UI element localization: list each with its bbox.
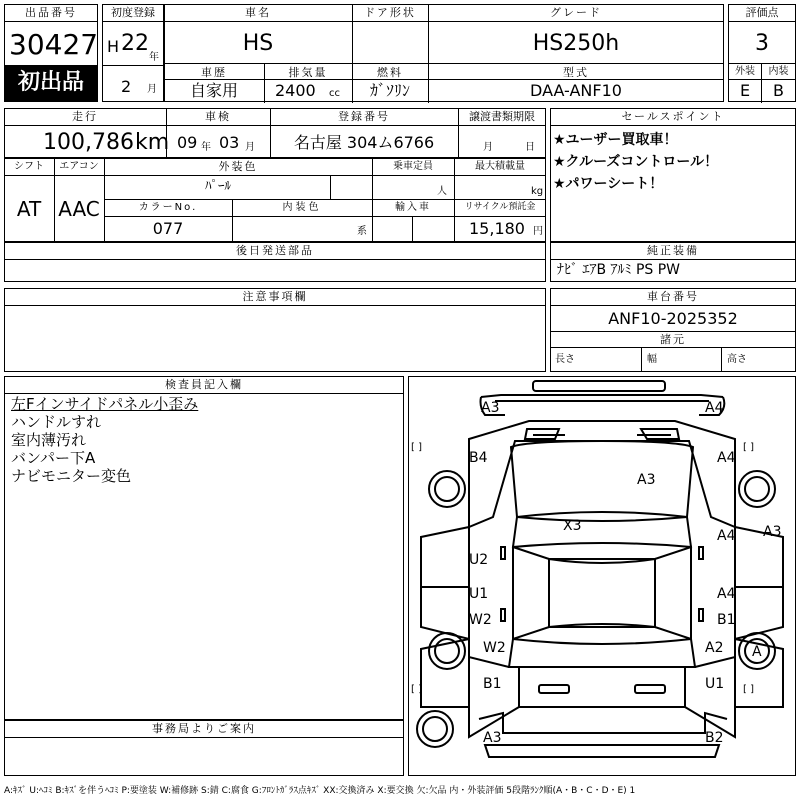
lot-label: 出品番号 <box>25 6 77 19</box>
mark-rear-fender-right: A2 <box>705 640 724 656</box>
car-diagram-box <box>408 376 796 776</box>
chassis-value: ANF10-2025352 <box>608 309 738 328</box>
inspector-box <box>4 376 404 720</box>
recycle-label: リサイクル預託金 <box>464 202 536 212</box>
aircon-label: エアコン <box>59 161 99 172</box>
max-load-label: 最大積載量 <box>475 161 525 172</box>
displacement-label: 排気量 <box>288 66 328 79</box>
registration-label: 登録番号 <box>338 110 390 123</box>
transfer-month-unit: 月 <box>483 142 493 153</box>
sales-points-box <box>550 108 796 242</box>
shift-value: AT <box>16 197 42 221</box>
car-name-label: 車名 <box>245 6 271 19</box>
capacity-unit: 人 <box>437 186 447 197</box>
first-reg-month: 2 <box>121 77 132 96</box>
car-name-value: HS <box>242 31 274 56</box>
history-value: 自家用 <box>189 81 238 100</box>
later-parts-label: 後日発送部品 <box>236 244 314 257</box>
displacement-value: 2400 <box>275 81 316 100</box>
notes-box <box>4 288 546 372</box>
mark-fender-left: B4 <box>469 450 488 466</box>
ext-value: E <box>739 81 751 100</box>
chassis-label: 車台番号 <box>647 290 699 303</box>
capacity-label: 乗車定員 <box>393 161 433 172</box>
inspector-label: 検査員記入欄 <box>165 378 243 391</box>
exterior-color-label: 外装色 <box>218 160 258 173</box>
mark-hood: A3 <box>637 472 656 488</box>
recycle-unit: 円 <box>533 226 543 237</box>
first-reg-label: 初度登録 <box>111 6 155 19</box>
import-label: 輸入車 <box>395 202 431 213</box>
interior-color-label: 内装色 <box>282 202 322 213</box>
first-listing-badge: 初出品 <box>5 65 97 101</box>
transfer-label: 譲渡書類期限 <box>469 110 535 123</box>
exterior-color-value: ﾊﾟｰﾙ <box>205 179 231 194</box>
mark-door-fl-right: A4 <box>717 528 736 544</box>
score-label: 評価点 <box>745 6 779 19</box>
history-label: 車歴 <box>201 66 227 79</box>
mileage-unit: km <box>135 130 170 155</box>
mark-wheel-rr: A <box>752 644 762 660</box>
shift-label: シフト <box>14 161 44 172</box>
inspector-line-1: 左Fインサイドパネル小歪み <box>11 395 199 413</box>
mark-bumper-rear-right: B2 <box>705 730 724 746</box>
top-grid <box>164 4 724 102</box>
mark-roof: X3 <box>563 518 582 534</box>
sales-point-3: ★パワーシート！ <box>553 176 664 192</box>
inspection-month-unit: 月 <box>245 142 255 153</box>
equipment-value: ﾅﾋﾞ ｴｱB ｱﾙﾐ PS PW <box>557 262 681 278</box>
color-no-label: カラーNo. <box>138 202 198 213</box>
office-label: 事務局よりご案内 <box>152 722 256 735</box>
mark-front-right: A4 <box>705 400 724 416</box>
max-load-unit: kg <box>531 186 544 197</box>
int-label: 内装 <box>768 66 789 77</box>
int-value: B <box>773 81 784 100</box>
legend: A:ｷｽﾞ U:ﾍｺﾐ B:ｷｽﾞを伴うﾍｺﾐ P:要塗装 W:補修跡 S:錆 C:腐食 G:ﾌﾛﾝﾄｶﾞﾗｽ点ｷｽﾞ XX:交換済み X:要交換 欠:欠品 内・外装評価 5段階ﾗﾝｸ順(A・B・C・D・E) 1 <box>4 786 636 796</box>
spec-grid <box>4 158 546 242</box>
mark-rear-right: U1 <box>705 676 725 692</box>
mark-door-fl-left: U2 <box>469 552 489 568</box>
mark-rear-fender-left: W2 <box>483 640 506 656</box>
later-parts-box <box>4 242 546 282</box>
grade-label: グレード <box>550 6 602 19</box>
sales-point-1: ★ユーザー買取車！ <box>553 132 678 148</box>
color-no-value: 077 <box>152 219 184 238</box>
notes-label: 注意事項欄 <box>242 290 308 303</box>
inspector-line-3: 室内薄汚れ <box>11 431 87 449</box>
score-box <box>728 4 796 102</box>
equipment-box <box>550 242 796 282</box>
model-label: 型式 <box>563 66 589 79</box>
mark-rear-left: B1 <box>483 676 502 692</box>
score-value: 3 <box>755 31 769 56</box>
model-value: DAA-ANF10 <box>530 81 622 100</box>
mark-bumper-rear-left: A3 <box>483 730 502 746</box>
bracket-left-bottom: [ ] <box>411 684 422 695</box>
door-label: ドア形状 <box>364 6 416 19</box>
bracket-left-top: [ ] <box>411 442 422 453</box>
mark-door-rr-right: A4 <box>717 586 736 602</box>
dims-width: 幅 <box>647 354 657 365</box>
transfer-day-unit: 日 <box>525 142 535 153</box>
mileage-value: 100,786 <box>43 130 134 155</box>
inspection-month: 03 <box>219 133 240 152</box>
sales-points-label: セールスポイント <box>621 110 725 123</box>
lot-box <box>4 4 98 102</box>
displacement-unit: cc <box>329 88 340 99</box>
mark-quarter-right: A3 <box>763 524 782 540</box>
grade-value: HS250h <box>532 31 620 56</box>
office-box <box>4 720 404 776</box>
inspector-line-2: ハンドルすれ <box>11 413 102 431</box>
fuel-value: ｶﾞｿﾘﾝ <box>369 81 410 100</box>
chassis-box <box>550 288 796 372</box>
dims-length: 長さ <box>555 354 575 365</box>
ext-label: 外装 <box>735 66 755 77</box>
first-reg-year: 22 <box>121 31 149 56</box>
dims-height: 高さ <box>727 354 747 365</box>
mark-front-left: A3 <box>481 400 500 416</box>
mark-sill-right: B1 <box>717 612 736 628</box>
first-reg-year-unit: 年 <box>149 52 159 63</box>
bracket-right-bottom: [ ] <box>743 684 754 695</box>
dims-label: 諸元 <box>660 333 686 346</box>
mileage-label: 走行 <box>72 110 98 123</box>
first-reg-era: H <box>107 37 120 56</box>
car-diagram <box>409 377 795 775</box>
inspection-label: 車検 <box>205 110 231 123</box>
lot-number: 30427 <box>9 28 99 61</box>
inspection-year: 09 <box>177 133 198 152</box>
first-reg-month-unit: 月 <box>147 84 157 95</box>
inspection-year-unit: 年 <box>201 142 211 153</box>
interior-color-unit: 系 <box>357 226 367 237</box>
registration-value: 名古屋 304ム6766 <box>293 133 435 152</box>
equipment-label: 純正装備 <box>647 244 699 257</box>
recycle-value: 15,180 <box>469 219 525 238</box>
mileage-row <box>4 108 546 158</box>
mark-door-rl-left: U1 <box>469 586 489 602</box>
fuel-label: 燃料 <box>377 66 403 79</box>
mark-fender-right: A4 <box>717 450 736 466</box>
aircon-value: AAC <box>58 197 100 221</box>
mark-sill-left: W2 <box>469 612 492 628</box>
inspector-line-4: バンパー下A <box>11 449 96 467</box>
first-reg-box <box>102 4 164 102</box>
bracket-right-top: [ ] <box>743 442 754 453</box>
inspector-line-5: ナビモニター変色 <box>11 467 132 485</box>
sales-point-2: ★クルーズコントロール！ <box>553 154 719 170</box>
